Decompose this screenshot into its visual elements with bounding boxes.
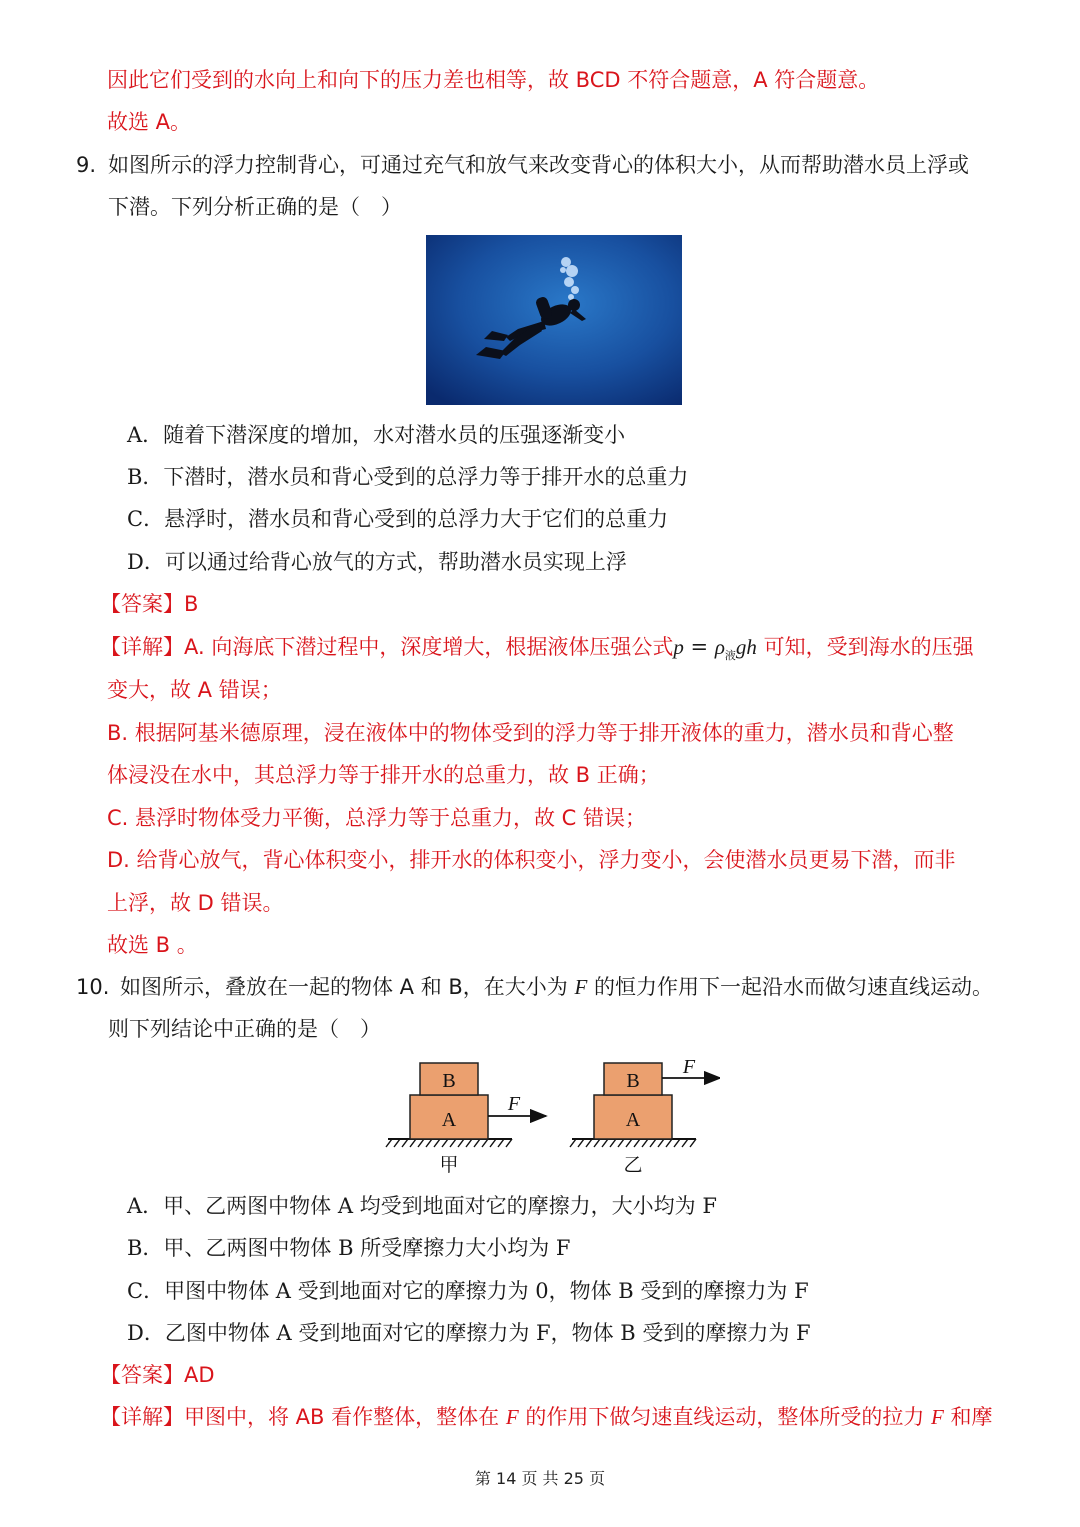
block-a-right-label: A bbox=[625, 1109, 641, 1131]
q10-stem-line1 bbox=[120, 973, 993, 1001]
q9-answer: 【答案】B bbox=[100, 592, 199, 616]
pressure-formula bbox=[673, 635, 757, 663]
figure-right bbox=[570, 1056, 720, 1176]
q10-explain-pre: 【详解】甲图中，将 AB 看作整体，整体在 bbox=[100, 1405, 500, 1429]
page-footer: 第 14 页 共 25 页 bbox=[474, 1469, 606, 1488]
q9-explain-a-post: 可知，受到海水的压强 bbox=[756, 635, 974, 659]
formula-gh: gh bbox=[735, 635, 757, 659]
q9-explain-b-line1: B. 根据阿基米德原理，浸在液体中的物体受到的浮力等于排开液体的重力，潜水员和背心整 bbox=[107, 721, 954, 745]
q10-option-b: B．甲、乙两图中物体 B 所受摩擦力大小均为 F bbox=[127, 1236, 571, 1260]
ground-hatch-right bbox=[570, 1139, 696, 1147]
block-b-right-label: B bbox=[626, 1070, 640, 1092]
figure-left bbox=[386, 1063, 546, 1176]
q9-explain-b-line2: 体浸没在水中，其总浮力等于排开水的总重力，故 B 正确； bbox=[107, 763, 660, 787]
force-label-left: F bbox=[507, 1093, 521, 1115]
q10-explain-f1: F bbox=[505, 1405, 519, 1429]
diver-photo bbox=[426, 235, 682, 405]
q10-number: 10. bbox=[76, 975, 110, 999]
q9-explain-a-pre: 【详解】A. 向海底下潜过程中，深度增大，根据液体压强公式 bbox=[100, 635, 674, 659]
formula-subscript: 液 bbox=[724, 649, 736, 663]
ground-hatch-left bbox=[386, 1139, 512, 1147]
q9-option-b: B．下潜时，潜水员和背心受到的总浮力等于排开水的总重力 bbox=[127, 465, 689, 489]
q9-option-c: C．悬浮时，潜水员和背心受到的总浮力大于它们的总重力 bbox=[127, 507, 669, 531]
q9-explain-a-line1 bbox=[100, 633, 974, 670]
prev-solution-choice: 故选 A。 bbox=[107, 110, 192, 134]
q9-number: 9. bbox=[76, 153, 97, 177]
q10-option-d: D．乙图中物体 A 受到地面对它的摩擦力为 F，物体 B 受到的摩擦力为 F bbox=[127, 1321, 811, 1345]
q9-explain-c: C. 悬浮时物体受力平衡，总浮力等于总重力，故 C 错误； bbox=[107, 806, 647, 830]
q10-option-a: A．甲、乙两图中物体 A 均受到地面对它的摩擦力，大小均为 F bbox=[127, 1194, 717, 1218]
q10-explain-line1 bbox=[100, 1403, 993, 1431]
formula-p: p bbox=[673, 635, 684, 659]
q9-explain-d-line1: D. 给背心放气，背心体积变小，排开水的体积变小，浮力变小，会使潜水员更易下潜，而非 bbox=[107, 848, 956, 872]
q10-stem-post: 的恒力作用下一起沿水而做匀速直线运动。 bbox=[594, 975, 993, 999]
q9-stem-line1: 如图所示的浮力控制背心，可通过充气和放气来改变背心的体积大小，从而帮助潜水员上浮或 bbox=[108, 153, 969, 177]
q10-stem-force: F bbox=[574, 975, 588, 999]
q9-option-d: D．可以通过给背心放气的方式，帮助潜水员实现上浮 bbox=[127, 550, 627, 574]
q10-explain-post: 和摩 bbox=[950, 1405, 993, 1429]
formula-rho: ρ bbox=[714, 635, 725, 659]
formula-eq: = bbox=[683, 635, 715, 659]
prev-solution-text: 因此它们受到的水向上和向下的压力差也相等，故 BCD 不符合题意，A 符合题意。 bbox=[107, 68, 880, 92]
q10-answer: 【答案】AD bbox=[100, 1363, 215, 1387]
q9-option-a: A．随着下潜深度的增加，水对潜水员的压强逐渐变小 bbox=[127, 423, 626, 447]
label-jia: 甲 bbox=[439, 1154, 459, 1176]
blocks-figure bbox=[380, 1055, 720, 1180]
block-b-left-label: B bbox=[442, 1070, 456, 1092]
q10-option-c: C．甲图中物体 A 受到地面对它的摩擦力为 0，物体 B 受到的摩擦力为 F bbox=[127, 1279, 809, 1303]
label-yi: 乙 bbox=[623, 1154, 643, 1176]
q9-stem-line2: 下潜。下列分析正确的是（ ） bbox=[108, 195, 402, 219]
q10-explain-mid: 的作用下做匀速直线运动，整体所受的拉力 bbox=[525, 1405, 925, 1429]
force-label-right: F bbox=[682, 1056, 696, 1078]
q9-choice: 故选 B 。 bbox=[107, 933, 198, 957]
q10-explain-f2: F bbox=[931, 1405, 944, 1429]
q10-stem-pre: 如图所示，叠放在一起的物体 A 和 B，在大小为 bbox=[120, 975, 568, 999]
block-a-left-label: A bbox=[441, 1109, 457, 1131]
q9-explain-d-line2: 上浮，故 D 错误。 bbox=[107, 891, 284, 915]
q10-stem-line2: 则下列结论中正确的是（ ） bbox=[108, 1017, 381, 1041]
q9-explain-a-line2: 变大，故 A 错误； bbox=[107, 678, 282, 702]
